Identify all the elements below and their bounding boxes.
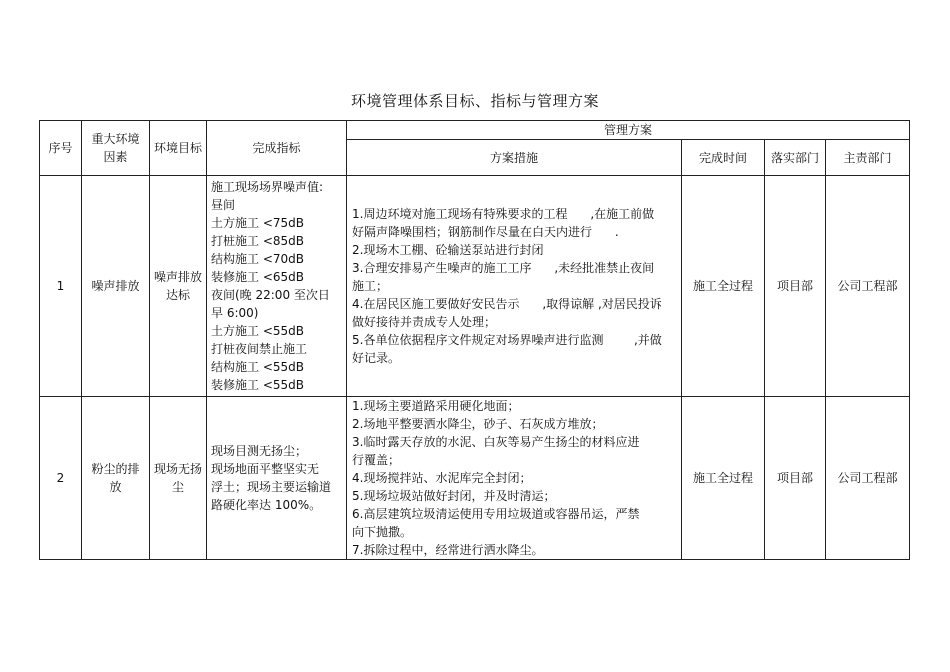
row1-impl: 项目部 xyxy=(765,176,826,397)
row2-measures: 1.现场主要道路采用硬化地面； 2.场地平整要洒水降尘，砂子、石灰成方堆放； 3.临时露天存放的水泥、白灰等易产生扬尘的材料应进 行覆盖； 4.现场搅拌站、水泥库完全封闭； 5.现场垃圾站做好封闭，并及时清运； 6.高层建筑垃圾清运使用专用垃圾道或容器吊运，严禁 向下抛撒。 7.拆除过程中，经常进行洒水降尘。 xyxy=(347,397,682,560)
table-row xyxy=(40,176,910,397)
header-time: 完成时间 xyxy=(682,140,765,176)
page-title: 环境管理体系目标、指标与管理方案 xyxy=(350,92,599,110)
header-impl: 落实部门 xyxy=(765,140,826,176)
header-resp: 主责部门 xyxy=(826,140,910,176)
row2-resp: 公司工程部 xyxy=(826,397,910,560)
row2-seq: 2 xyxy=(40,397,82,560)
row1-measures: 1.周边环境对施工现场有特殊要求的工程 ,在施工前做 好隔声降噪围档；钢筋制作尽量在白天内进行 . 2.现场木工棚、砼输送泵站进行封闭 3.合理安排易产生噪声的施工工序 ,未经批准禁止夜间 施工； 4.在居民区施工要做好安民告示 ,取得谅解 ,对居民投诉 做好接待并责成专人处理； 5.各单位依据程序文件规定对场界噪声进行监测 ,并做 好记录。 xyxy=(347,176,682,397)
row2-impl: 项目部 xyxy=(765,397,826,560)
header-plan: 管理方案 xyxy=(347,121,910,140)
header-row xyxy=(40,121,910,140)
row2-time: 施工全过程 xyxy=(682,397,765,560)
row2-indicator: 现场目测无扬尘； 现场地面平整坚实无 浮土；现场主要运输道 路硬化率达 100%。 xyxy=(207,397,347,560)
row1-time: 施工全过程 xyxy=(682,176,765,397)
row2-factor: 粉尘的排放 xyxy=(82,397,150,560)
row1-factor: 噪声排放 xyxy=(82,176,150,397)
row2-target: 现场无扬尘 xyxy=(150,397,207,560)
header-target: 环境目标 xyxy=(150,121,207,176)
header-seq: 序号 xyxy=(40,121,82,176)
table-row xyxy=(40,397,910,560)
row1-indicator: 施工现场场界噪声值: 昼间 土方施工 <75dB 打桩施工 <85dB 结构施工 <70dB 装修施工 <65dB 夜间(晚 22:00 至次日 早 6:00) 土方施工 <55dB 打桩夜间禁止施工 结构施工 <55dB 装修施工 <55dB xyxy=(207,176,347,397)
row1-target: 噪声排放达标 xyxy=(150,176,207,397)
header-measures: 方案措施 xyxy=(347,140,682,176)
header-factor: 重大环境因素 xyxy=(82,121,150,176)
row1-resp: 公司工程部 xyxy=(826,176,910,397)
row1-seq: 1 xyxy=(40,176,82,397)
header-indicator: 完成指标 xyxy=(207,121,347,176)
management-plan-table xyxy=(39,120,910,560)
